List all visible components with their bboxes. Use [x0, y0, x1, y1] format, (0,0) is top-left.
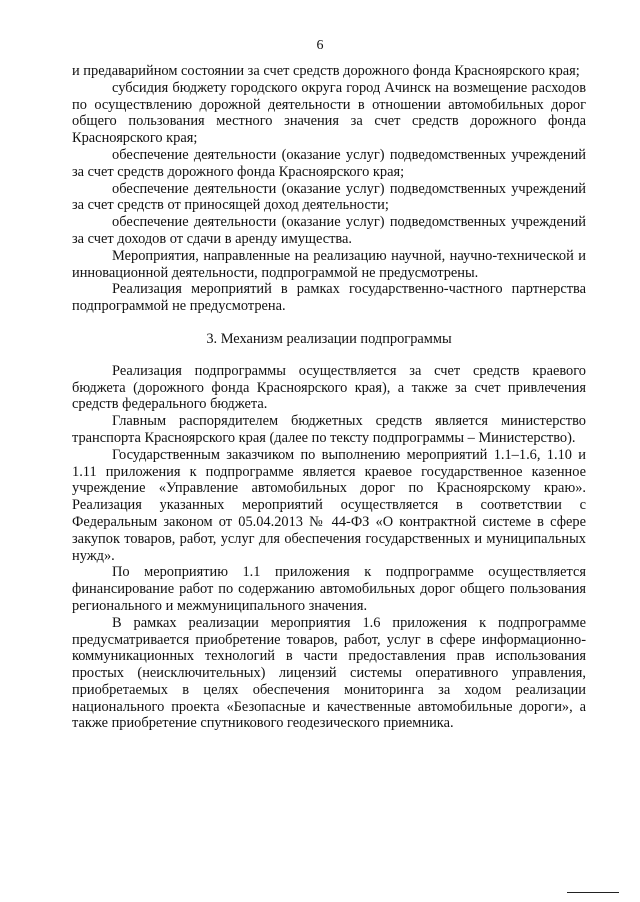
document-body — [72, 63, 586, 732]
page-number: 6 — [316, 38, 324, 53]
paragraph: Главным распорядителем бюджетных средств является министерство транспорта Красноярского края (далее по тексту подпрограммы – Министерство). — [72, 413, 586, 446]
paragraph: субсидия бюджету городского округа город Ачинск на возмещение расходов по осуществлению дорожной деятельности в отношении автомобильных дорог общего пользования местного значения за счет средств дорожного фонда Красноярского края; — [72, 79, 586, 147]
paragraph: и предаварийном состоянии за счет средств дорожного фонда Красноярского края; — [72, 63, 580, 79]
paragraph: обеспечение деятельности (оказание услуг) подведомственных учреждений за счет средств от приносящей доход деятельности; — [72, 180, 586, 214]
paragraph: Реализация подпрограммы осуществляется за счет средств краевого бюджета (дорожного фонда Красноярского края), а также за счет привлечения средств федерального бюджета. — [72, 362, 586, 413]
paragraph: Реализация мероприятий в рамках государственно-частного партнерства подпрограммой не предусмотрена. — [72, 281, 586, 315]
paragraph: В рамках реализации мероприятия 1.6 приложения к подпрограмме предусматривается приобретение товаров, работ, услуг в сфере информационно-коммуникационных технологий в части предоставления прав использования простых (неисключительных) лицензий системы оперативного управления, приобретаемых в целях обеспечения мониторинга за ходом реализации национального проекта «Безопасные и качественные автомобильные дороги», а также приобретение спутникового геодезического приемника. — [72, 614, 586, 732]
paragraph: обеспечение деятельности (оказание услуг) подведомственных учреждений за счет доходов от сдачи в аренду имущества. — [72, 214, 586, 247]
section-title: 3. Механизм реализации подпрограммы — [206, 330, 452, 347]
paragraph: обеспечение деятельности (оказание услуг) подведомственных учреждений за счет средств дорожного фонда Красноярского края; — [72, 146, 586, 180]
paragraph: Мероприятия, направленные на реализацию научной, научно-технической и инновационной деятельности, подпрограммой не предусмотрены. — [72, 247, 586, 281]
paragraph: Государственным заказчиком по выполнению мероприятий 1.1–1.6, 1.10 и 1.11 приложения к подпрограмме является краевое государственное казенное учреждение «Управление автомобильных дорог по Красноярскому краю». Реализация указанных мероприятий осуществляется в соответствии с Федеральным законом от 05.04.2013 № 44-ФЗ «О контрактной системе в сфере закупок товаров, работ, услуг для обеспечения государственных и муниципальных нужд». — [72, 446, 586, 564]
footer-rule — [567, 892, 619, 893]
paragraph: По мероприятию 1.1 приложения к подпрограмме осуществляется финансирование работ по содержанию автомобильных дорог общего пользования регионального и межмуниципального значения. — [72, 564, 586, 614]
